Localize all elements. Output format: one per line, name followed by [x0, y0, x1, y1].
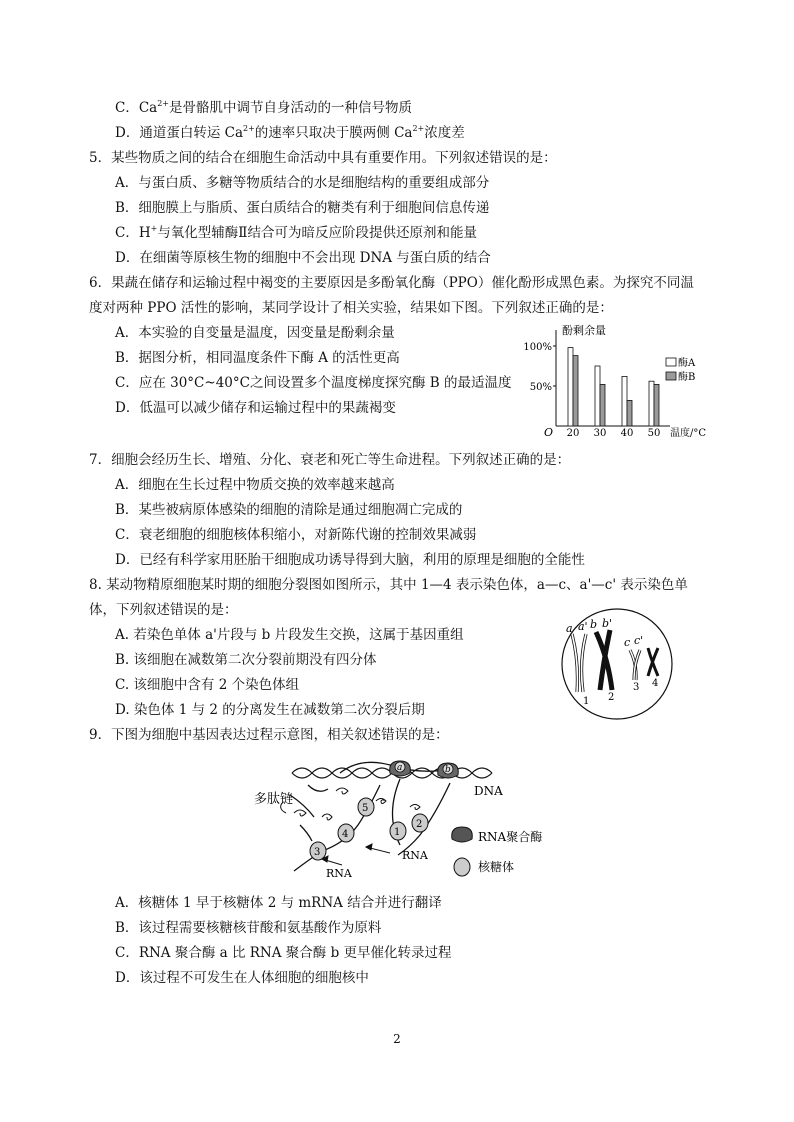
x-axis-label: 温度/°C — [670, 428, 707, 439]
q5-stem: 5．某些物质之间的结合在细胞生命活动中具有重要作用。下列叙述错误的是： — [89, 150, 557, 166]
svg-text:2: 2 — [416, 819, 423, 830]
bar-enzyme-a — [568, 348, 573, 426]
y-axis-label: 酚剩余量 — [562, 324, 606, 337]
chromosome-3 — [630, 650, 640, 680]
bar-enzyme-b — [600, 384, 605, 426]
x-tick-label: 20 — [566, 428, 580, 439]
q4-option-d: D．通道蛋白转运 $Ca^{2+}$的速率只取决于膜两侧 $Ca^{2+}$浓度差 — [115, 124, 465, 141]
gene-expression-diagram — [250, 755, 570, 885]
label-4: 4 — [652, 678, 659, 689]
peptide-label: 多肽链 — [254, 792, 294, 807]
q8-stem-line1: 8. 某动物精原细胞某时期的细胞分裂图如图所示，其中 1—4 表示染色体，a—c、a'—c' 表示染色单 — [89, 577, 688, 593]
q8-option-b: B. 该细胞在减数第二次分裂前期没有四分体 — [115, 652, 377, 668]
q8-stem-line2: 体，下列叙述错误的是： — [89, 602, 238, 618]
label-b-prime: b' — [602, 617, 613, 630]
q8-option-a: A. 若染色单体 a'片段与 b 片段发生交换，这属于基因重组 — [115, 627, 464, 643]
ribosome-5 — [358, 798, 374, 816]
ribosome-2 — [412, 814, 428, 832]
q6-option-d: D．低温可以减少储存和运输过程中的果蔬褐变 — [115, 400, 396, 416]
bar-enzyme-a — [595, 366, 600, 426]
svg-text:4: 4 — [342, 829, 349, 840]
q9-option-c: C．RNA 聚合酶 a 比 RNA 聚合酶 b 更早催化转录过程 — [115, 945, 452, 961]
label-a-prime: a' — [578, 620, 588, 633]
q9-option-a: A．核糖体 1 早于核糖体 2 与 mRNA 结合并进行翻译 — [115, 895, 442, 911]
rna-arrows — [281, 803, 390, 865]
label-b: b — [590, 618, 598, 631]
q6-stem-line1: 6．果蔬在储存和运输过程中褐变的主要原因是多酚氧化酶（PPO）催化酚形成黑色素。为探究不同温 — [89, 275, 694, 291]
phenol-bar-chart — [520, 318, 720, 443]
label-3: 3 — [633, 682, 640, 693]
q7-stem: 7．细胞会经历生长、增殖、分化、衰老和死亡等生命进程。下列叙述正确的是： — [89, 452, 571, 468]
ribosome-3 — [310, 842, 326, 860]
label-c-prime: c' — [634, 634, 644, 647]
ribosome-4 — [338, 824, 354, 842]
dna-label: DNA — [474, 784, 503, 798]
q6-option-c: C．应在 30°C~40°C之间设置多个温度梯度探究酶 B 的最适温度 — [115, 375, 512, 391]
q4-option-c: C．$Ca^{2+}$是骨骼肌中调节自身活动的一种信号物质 — [115, 99, 413, 116]
q6-option-a: A．本实验的自变量是温度，因变量是酚剩余量 — [115, 325, 395, 341]
q5-option-a: A．与蛋白质、多糖等物质结合的水是细胞结构的重要组成部分 — [115, 175, 490, 191]
legend-swatch — [666, 358, 676, 366]
q5-option-d: D．在细菌等原核生物的细胞中不会出现 DNA 与蛋白质的结合 — [115, 250, 491, 266]
svg-text:5: 5 — [362, 803, 369, 814]
bar-enzyme-a — [649, 381, 654, 426]
q7-option-a: A．细胞在生长过程中物质交换的效率越来越高 — [115, 477, 395, 493]
bar-enzyme-a — [622, 376, 627, 426]
legend-swatch — [666, 372, 676, 380]
q5-option-c: C．H+与氧化型辅酶Ⅱ结合可为暗反应阶段提供还原剂和能量 — [115, 224, 477, 241]
x-tick-label: 50 — [647, 428, 661, 439]
chromosome-1 — [572, 634, 586, 692]
q9-option-d: D．该过程不可发生在人体细胞的细胞核中 — [115, 970, 369, 986]
q6-stem-line2: 度对两种 PPO 活性的影响，某同学设计了相关实验，结果如下图。下列叙述正确的是： — [89, 300, 613, 316]
svg-text:RNA聚合酶: RNA聚合酶 — [478, 830, 543, 844]
q5-option-b: B．细胞膜上与脂质、蛋白质结合的糖类有利于细胞间信息传递 — [115, 200, 490, 216]
q6-option-b: B．据图分析，相同温度条件下酶 A 的活性更高 — [115, 350, 400, 366]
cell-division-diagram — [552, 606, 682, 724]
q8-option-d: D. 染色体 1 与 2 的分离发生在减数第二次分裂后期 — [115, 702, 425, 718]
svg-text:3: 3 — [314, 847, 321, 858]
y-tick-label: 100% — [523, 342, 552, 353]
chromosome-2 — [596, 630, 612, 690]
ribosome-1 — [390, 822, 406, 840]
legend-ribosome — [454, 858, 514, 876]
label-1: 1 — [583, 696, 590, 707]
bar-enzyme-b — [573, 356, 578, 426]
label-a: a — [566, 622, 573, 635]
label-2: 2 — [608, 692, 615, 703]
q7-option-d: D．已经有科学家用胚胎干细胞成功诱导得到大脑，利用的原理是细胞的全能性 — [115, 552, 585, 568]
y-tick-label: 50% — [529, 382, 552, 393]
legend-label: 酶A — [678, 358, 696, 369]
bar-enzyme-b — [654, 384, 659, 426]
origin-label: O — [544, 426, 554, 439]
q9-stem: 9．下图为细胞中基因表达过程示意图，相关叙述错误的是： — [89, 727, 449, 743]
q8-option-c: C. 该细胞中含有 2 个染色体组 — [115, 677, 300, 693]
label-c: c — [624, 636, 631, 649]
svg-text:1: 1 — [394, 827, 401, 838]
rna-label-2: RNA — [326, 867, 352, 880]
rna-polymerase-b — [438, 763, 459, 778]
rna-polymerase-a — [390, 761, 411, 776]
q7-option-b: B．某些被病原体感染的细胞的清除是通过细胞凋亡完成的 — [115, 502, 463, 518]
x-tick-label: 30 — [593, 428, 607, 439]
x-tick-label: 40 — [620, 428, 634, 439]
rna-label-1: RNA — [402, 849, 428, 862]
svg-text:b: b — [445, 765, 451, 775]
chromosome-4 — [648, 648, 658, 676]
legend-label: 酶B — [678, 372, 696, 383]
page-number: 2 — [393, 1032, 401, 1046]
svg-text:a: a — [397, 763, 403, 773]
bar-enzyme-b — [627, 400, 632, 426]
q9-option-b: B．该过程需要核糖核苷酸和氨基酸作为原料 — [115, 920, 382, 936]
q7-option-c: C．衰老细胞的细胞核体积缩小，对新陈代谢的控制效果减弱 — [115, 527, 477, 543]
svg-text:核糖体: 核糖体 — [478, 860, 515, 874]
legend-polymerase — [452, 827, 542, 844]
